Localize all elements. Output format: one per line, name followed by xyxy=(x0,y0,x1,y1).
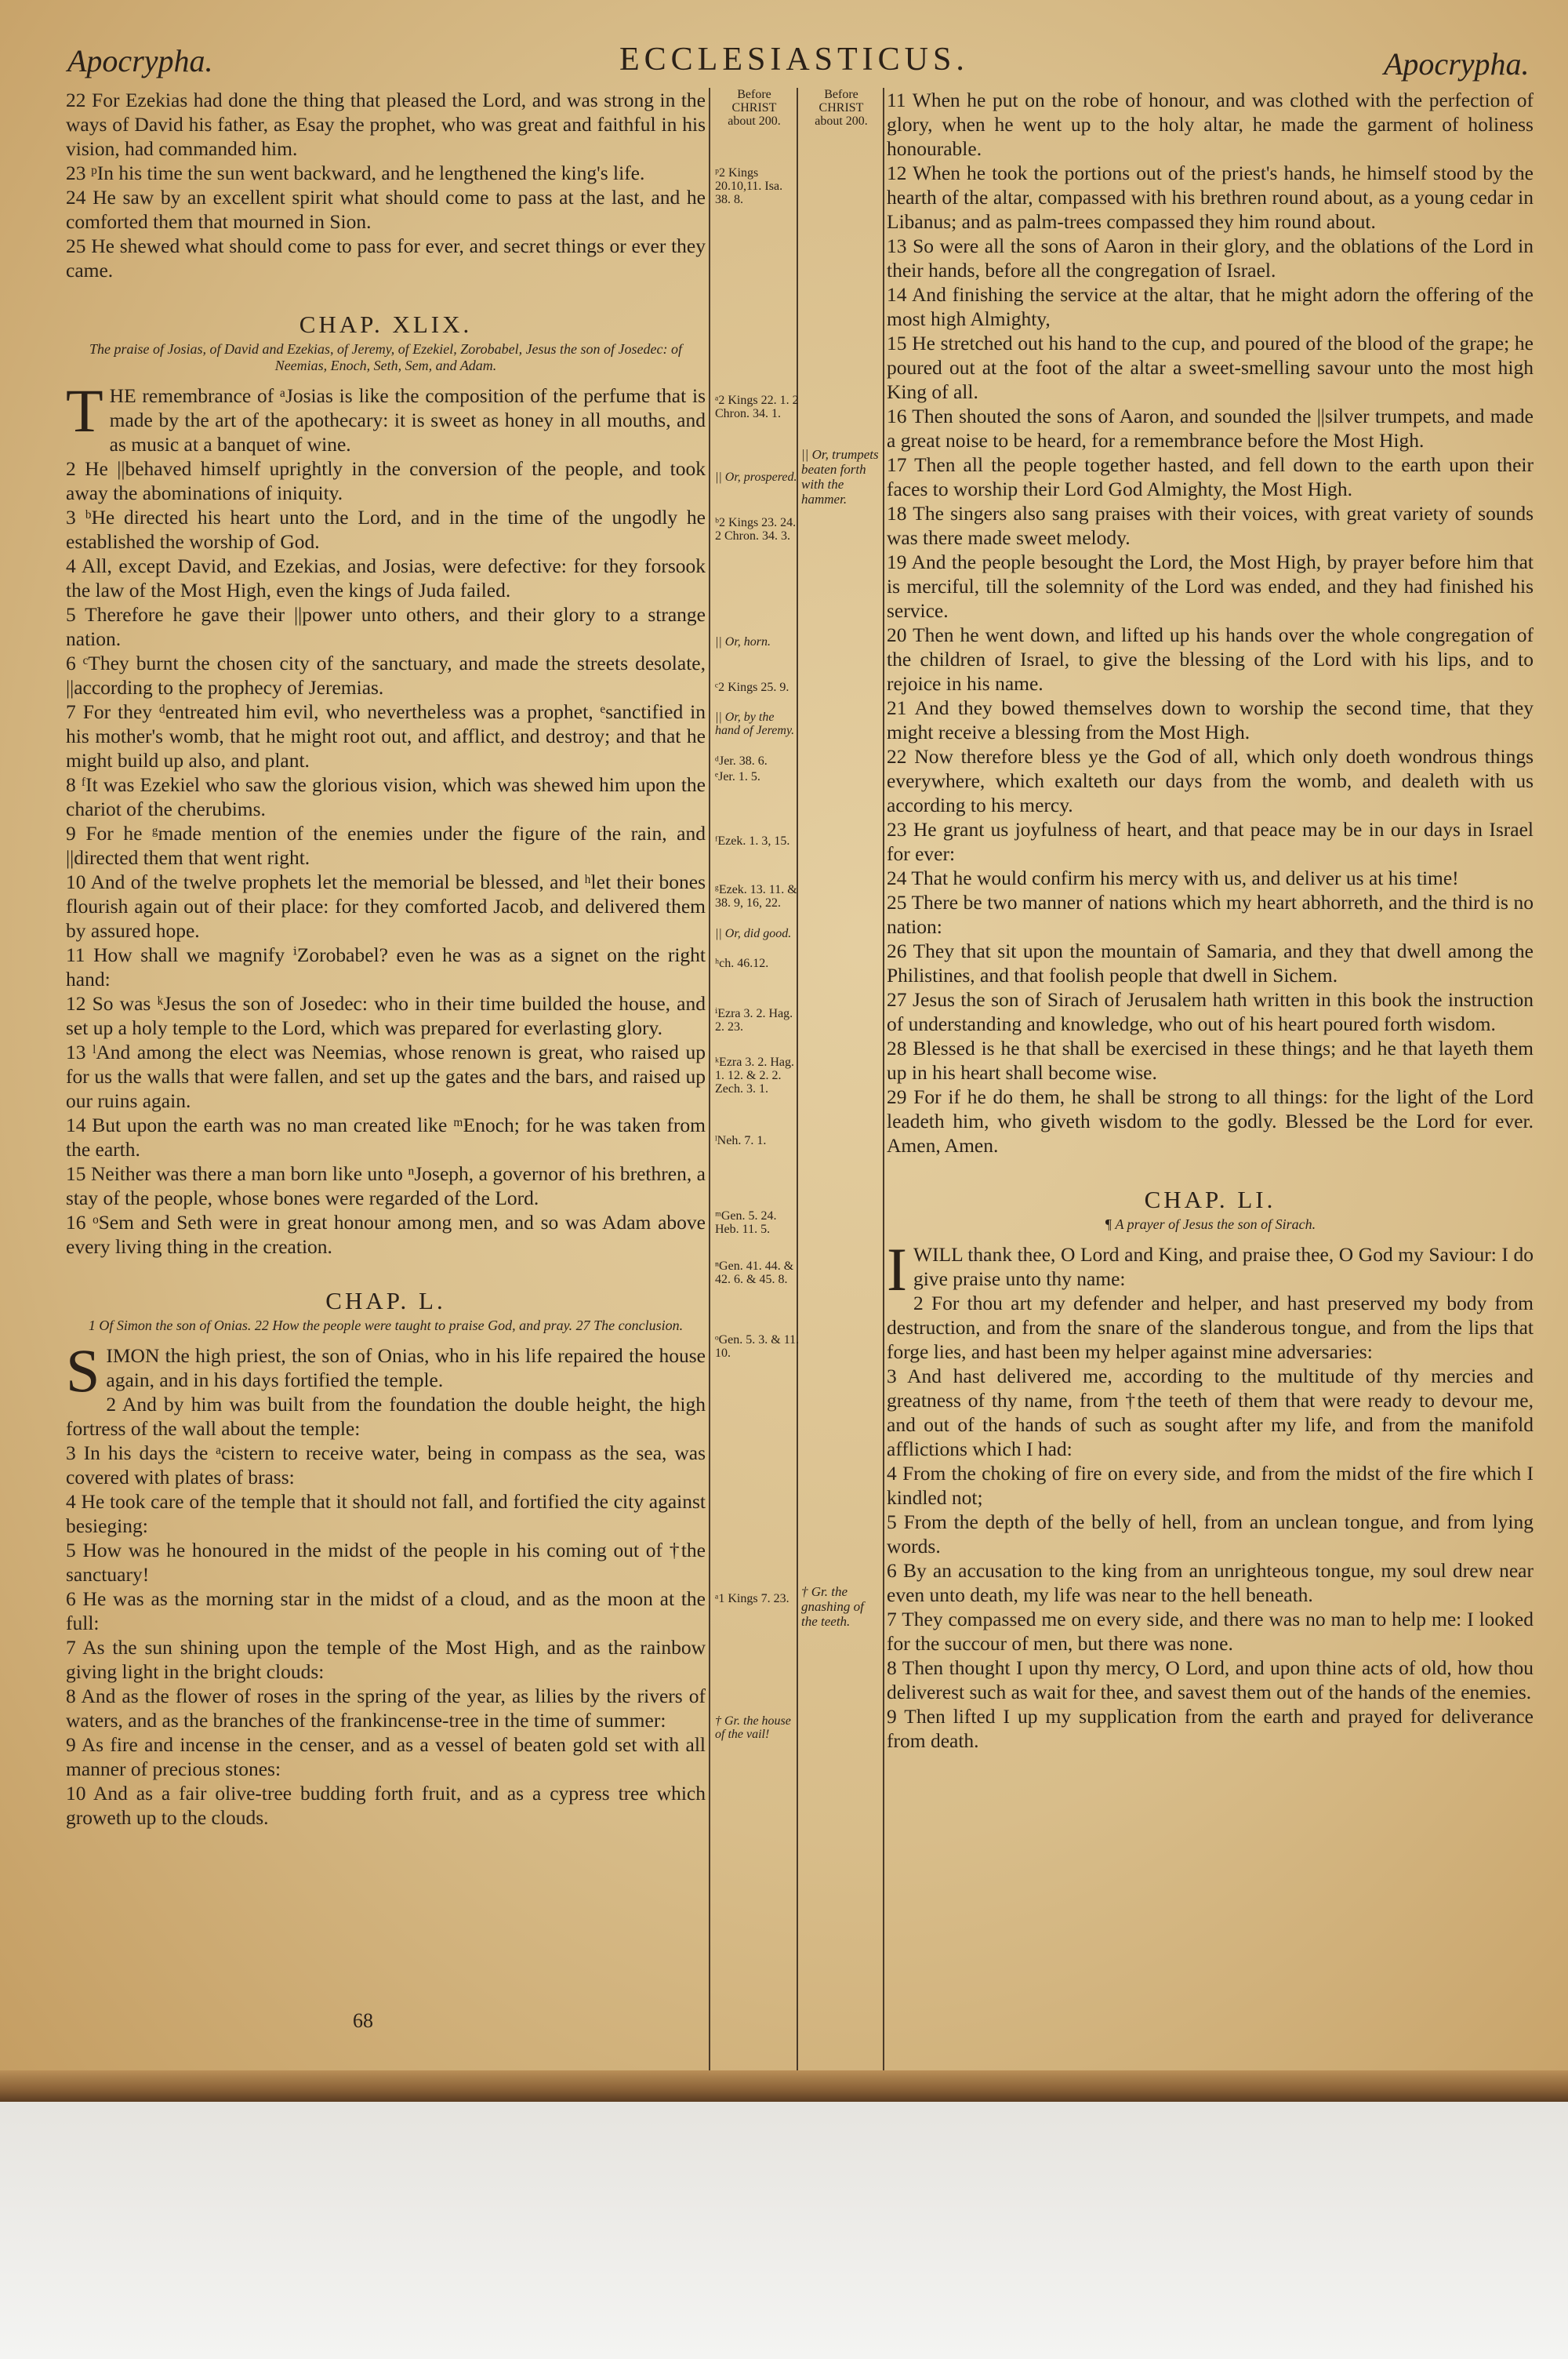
verse: 23 ᵖIn his time the sun went backward, and he lengthened the king's life. xyxy=(66,162,645,184)
verse: 7 They compassed me on every side, and there was no man to help me: I looked for the succour of men, but there was none. xyxy=(887,1608,1534,1655)
cross-ref: ᵉJer. 1. 5. xyxy=(715,770,760,783)
cross-ref: ʰch. 46.12. xyxy=(715,957,769,970)
verse: 7 As the sun shining upon the temple of the Most High, and as the rainbow giving light in the bright clouds: xyxy=(66,1636,706,1683)
chapter-50-title: CHAP. L. xyxy=(325,1287,446,1314)
verse: 29 For if he do them, he shall be strong to all things: for the light of the Lord leadeth him, who giveth wisdom to the godly. Blessed be the Lord for ever. Amen, Amen. xyxy=(887,1085,1534,1157)
verse: 10 And of the twelve prophets let the memorial be blessed, and ʰlet their bones flourish again out of their place: for they comforted Jacob, and delivered them by assured hope. xyxy=(66,871,706,942)
verse: 4 All, except David, and Ezekias, and Josias, were defective: for they forsook the law of the Most High, even the kings of Juda failed. xyxy=(66,554,706,602)
header-right-apocrypha: Apocrypha. xyxy=(1384,46,1530,82)
cross-ref: ᵍEzek. 13. 11. & 38. 9, 16, 22. xyxy=(715,883,797,910)
running-header xyxy=(0,39,1568,86)
cross-ref: || Or, by the hand of Jeremy. xyxy=(715,711,795,737)
margin-heading-line: about 200. xyxy=(728,114,781,128)
cross-ref: ᵃ2 Kings 22. 1. 2 Chron. 34. 1. xyxy=(715,394,799,420)
verse: 28 Blessed is he that shall be exercised in these things; and he that layeth them up in his heart shall become wise. xyxy=(887,1037,1534,1084)
verse: 20 Then he went down, and lifted up his hands over the whole congregation of the children of Israel, to give the blessing of the Lord with his lips, and to rejoice in his name. xyxy=(887,623,1534,695)
verse: 7 For they ᵈentreated him evil, who nevertheless was a prophet, ᵉsanctified in his mother's womb, that he might root out, and afflict, and destroy; and that he might build up also, and plant. xyxy=(66,700,706,772)
margin-heading-right xyxy=(800,88,883,128)
chapter-51-summary: ¶ A prayer of Jesus the son of Sirach. xyxy=(1104,1216,1316,1232)
verse: 5 How was he honoured in the midst of the people in his coming out of †the sanctuary! xyxy=(66,1539,706,1586)
side-note: † Gr. the gnashing of the teeth. xyxy=(801,1584,864,1629)
chapter-51-title: CHAP. LI. xyxy=(1144,1186,1276,1213)
verse: HE remembrance of ᵃJosias is like the composition of the perfume that is made by the art of the apothecary: it is sweet as honey in all mouths, and as music at a banquet of wine. xyxy=(109,384,706,456)
verse: 5 From the depth of the belly of hell, from an unclean tongue, and from lying words. xyxy=(887,1510,1534,1558)
verse: 2 And by him was built from the foundation the double height, the high fortress of the wall about the temple: xyxy=(66,1393,706,1440)
verse: 2 He ||behaved himself uprightly in the conversion of the people, and took away the abominations of iniquity. xyxy=(66,457,706,504)
verse: 25 There be two manner of nations which my heart abhorreth, and the third is no nation: xyxy=(887,891,1534,938)
verse: 2 For thou art my defender and helper, and hast preserved my body from destruction, and from the snare of the slanderous tongue, and from the lips that forge lies, and hast been my helper against mine adversaries: xyxy=(887,1292,1534,1363)
verse: 9 As fire and incense in the censer, and as a vessel of beaten gold set with all manner of precious stones: xyxy=(66,1733,706,1780)
header-book-title: ECCLESIASTICUS. xyxy=(619,42,969,78)
cross-ref: ᵈJer. 38. 6. xyxy=(715,754,768,768)
cross-ref: ᵇ2 Kings 23. 24. 2 Chron. 34. 3. xyxy=(715,516,797,543)
cross-ref: ᵒGen. 5. 3. & 11. 10. xyxy=(715,1333,800,1360)
verse: 3 ᵇHe directed his heart unto the Lord, and in the time of the ungodly he established the worship of God. xyxy=(66,506,706,553)
verse: 22 For Ezekias had done the thing that pleased the Lord, and was strong in the ways of David his father, as Esay the prophet, who was great and faithful in his vision, had commanded him. xyxy=(66,89,706,160)
page-edge xyxy=(0,2070,1568,2102)
chapter-49-summary: The praise of Josias, of David and Ezekias, of Jeremy, of Ezekiel, Zorobabel, Jesus the son of Josedec: of Neemias, Enoch, Seth, Sem, and Adam. xyxy=(89,341,683,373)
verse: 19 And the people besought the Lord, the Most High, by prayer before him that is merciful, till the solemnity of the Lord was ended, and they had finished his service. xyxy=(887,551,1534,622)
verse: 3 In his days the ᵃcistern to receive water, being in compass as the sea, was covered with plates of brass: xyxy=(66,1441,706,1488)
verse: 21 And they bowed themselves down to worship the second time, that they might receive a blessing from the Most High. xyxy=(887,696,1534,743)
verse: 24 That he would confirm his mercy with us, and deliver us at his time! xyxy=(887,867,1459,889)
chapter-50-summary: 1 Of Simon the son of Onias. 22 How the people were taught to praise God, and pray. 27 The conclusion. xyxy=(88,1318,684,1333)
verse: 11 How shall we magnify ⁱZorobabel? even he was as a signet on the right hand: xyxy=(66,943,706,990)
verse: 12 When he took the portions out of the priest's hands, he himself stood by the hearth of the altar, compassed with his brethren round about, as a young cedar in Libanus; and as palm-trees compassed they him round about. xyxy=(887,162,1534,233)
cross-ref: || Or, horn. xyxy=(715,635,771,649)
verse: 13 ˡAnd among the elect was Neemias, whose renown is great, who raised up for us the walls that were fallen, and set up the gates and the bars, and raised up our ruins again. xyxy=(66,1041,706,1112)
verse: 10 And as a fair olive-tree budding forth fruit, and as a cypress tree which groweth up to the clouds. xyxy=(66,1782,706,1829)
verse: 4 From the choking of fire on every side, and from the midst of the fire which I kindled not; xyxy=(887,1462,1534,1509)
cross-ref: ⁿGen. 41. 44. & 42. 6. & 45. 8. xyxy=(715,1259,794,1286)
verse: 26 They that sit upon the mountain of Samaria, and they that dwell among the Philistines, and that foolish people that dwell in Sichem. xyxy=(887,940,1534,987)
verse: 11 When he put on the robe of honour, and was clothed with the perfection of glory, when he went up to the holy altar, he made the garment of holiness honourable. xyxy=(887,89,1534,160)
verse: 5 Therefore he gave their ||power unto others, and their glory to a strange nation. xyxy=(66,603,706,650)
verse: 6 He was as the morning star in the midst of a cloud, and as the moon at the full: xyxy=(66,1587,706,1634)
verse: 9 Then lifted I up my supplication from the earth and prayed for deliverance from death. xyxy=(887,1705,1534,1752)
verse: 16 Then shouted the sons of Aaron, and sounded the ||silver trumpets, and made a great noise to be heard, for a remembrance before the Most High. xyxy=(887,405,1534,452)
verse: 22 Now therefore bless ye the God of all, which only doeth wondrous things everywhere, which exalteth our days from the womb, and dealeth with us according to his mercy. xyxy=(887,745,1534,816)
page-number: 68 xyxy=(353,2009,373,2032)
side-note: || Or, trumpets beaten forth with the hammer. xyxy=(801,447,879,507)
margin-heading-line: about 200. xyxy=(815,114,868,128)
drop-cap: S xyxy=(66,1336,100,1405)
chapter-49-title: CHAP. XLIX. xyxy=(299,311,473,338)
verse: 13 So were all the sons of Aaron in their glory, and the oblations of the Lord in their hands, before all the congregation of Israel. xyxy=(887,234,1534,282)
verse: 15 He stretched out his hand to the cup, and poured of the blood of the grape; he poured out at the foot of the altar a sweet-smelling savour unto the most high King of all. xyxy=(887,332,1534,403)
verse: 9 For he ᵍmade mention of the enemies under the figure of the rain, and ||directed them that went right. xyxy=(66,822,706,869)
margin-heading-line: Before xyxy=(737,88,771,101)
cross-ref: ᶠEzek. 1. 3, 15. xyxy=(715,834,790,848)
cross-ref: ᵐGen. 5. 24. Heb. 11. 5. xyxy=(715,1209,777,1236)
lower-paper-sheet xyxy=(0,2102,1568,2359)
verse: 3 And hast delivered me, according to the multitude of thy mercies and greatness of thy name, from †the teeth of them that were ready to devour me, and out of the hands of such as sought after my life, and from the manifold afflictions which I had: xyxy=(887,1365,1534,1460)
verse: 17 Then all the people together hasted, and fell down to the earth upon their faces to worship their Lord God Almighty, the Most High. xyxy=(887,453,1534,500)
cross-ref: || Or, did good. xyxy=(715,927,792,940)
left-text-column xyxy=(66,88,706,1830)
cross-ref: ᵖ2 Kings 20.10,11. Isa. 38. 8. xyxy=(715,166,783,206)
verse: 25 He shewed what should come to pass for ever, and secret things or ever they came. xyxy=(66,234,706,282)
verse: 4 He took care of the temple that it should not fall, and fortified the city against besieging: xyxy=(66,1490,706,1537)
verse: WILL thank thee, O Lord and King, and praise thee, O God my Saviour: I do give praise unto thy name: xyxy=(913,1243,1534,1290)
verse: 27 Jesus the son of Sirach of Jerusalem hath written in this book the instruction of understanding and knowledge, who out of his heart poured forth wisdom. xyxy=(887,988,1534,1035)
verse: 8 ᶠIt was Ezekiel who saw the glorious vision, which was shewed him upon the chariot of the cherubims. xyxy=(66,773,706,820)
verse: 18 The singers also sang praises with their voices, with great variety of sounds was there made sweet melody. xyxy=(887,502,1534,549)
margin-heading-line: CHRIST xyxy=(731,101,777,114)
verse: 14 And finishing the service at the altar, that he might adorn the offering of the most high Almighty, xyxy=(887,283,1534,330)
verse: IMON the high priest, the son of Onias, who in his life repaired the house again, and in his days fortified the temple. xyxy=(106,1344,706,1391)
cross-ref: ˡNeh. 7. 1. xyxy=(715,1134,767,1147)
verse: 8 And as the flower of roses in the spring of the year, as lilies by the rivers of waters, and as the branches of the frankincense-tree in the time of summer: xyxy=(66,1685,706,1732)
drop-cap: I xyxy=(887,1235,907,1303)
verse: 6 By an accusation to the king from an unrighteous tongue, my soul drew near even unto death, my life was near to the hell beneath. xyxy=(887,1559,1534,1606)
header-left-apocrypha: Apocrypha. xyxy=(67,43,213,78)
margin-heading-line: Before xyxy=(824,88,858,101)
cross-ref: ⁱEzra 3. 2. Hag. 2. 23. xyxy=(715,1007,793,1034)
right-text-column xyxy=(887,88,1534,1753)
verse: 15 Neither was there a man born like unto ⁿJoseph, a governor of his brethren, a stay of the people, whose bones were regarded of the Lord. xyxy=(66,1162,706,1209)
margin-heading-left xyxy=(713,88,796,128)
cross-ref: ᵏEzra 3. 2. Hag. 1. 12. & 2. 2. Zech. 3. 1. xyxy=(715,1056,795,1096)
column-rule xyxy=(883,88,884,2080)
cross-ref: † Gr. the house of the vail! xyxy=(715,1714,791,1741)
cross-ref: ᶜ2 Kings 25. 9. xyxy=(715,681,789,694)
drop-cap: T xyxy=(66,376,103,445)
cross-ref: || Or, prospered. xyxy=(715,471,797,484)
verse: 8 Then thought I upon thy mercy, O Lord, and upon thine acts of old, how thou deliverest such as wait for thee, and savest them out of the hands of the enemies. xyxy=(887,1656,1534,1703)
verse: 23 He grant us joyfulness of heart, and that peace may be in our days in Israel for ever: xyxy=(887,818,1534,865)
margin-heading-line: CHRIST xyxy=(818,101,864,114)
cross-ref: ᵃ1 Kings 7. 23. xyxy=(715,1592,789,1605)
verse: 14 But upon the earth was no man created like ᵐEnoch; for he was taken from the earth. xyxy=(66,1114,706,1161)
verse: 16 ᵒSem and Seth were in great honour among men, and so was Adam above every living thing in the creation. xyxy=(66,1211,706,1258)
column-rule xyxy=(709,88,710,2080)
verse: 6 ᶜThey burnt the chosen city of the sanctuary, and made the streets desolate, ||according to the prophecy of Jeremias. xyxy=(66,652,706,699)
verse: 24 He saw by an excellent spirit what should come to pass at the last, and he comforted them that mourned in Sion. xyxy=(66,186,706,233)
verse: 12 So was ᵏJesus the son of Josedec: who in their time builded the house, and set up a holy temple to the Lord, which was prepared for everlasting glory. xyxy=(66,992,706,1039)
